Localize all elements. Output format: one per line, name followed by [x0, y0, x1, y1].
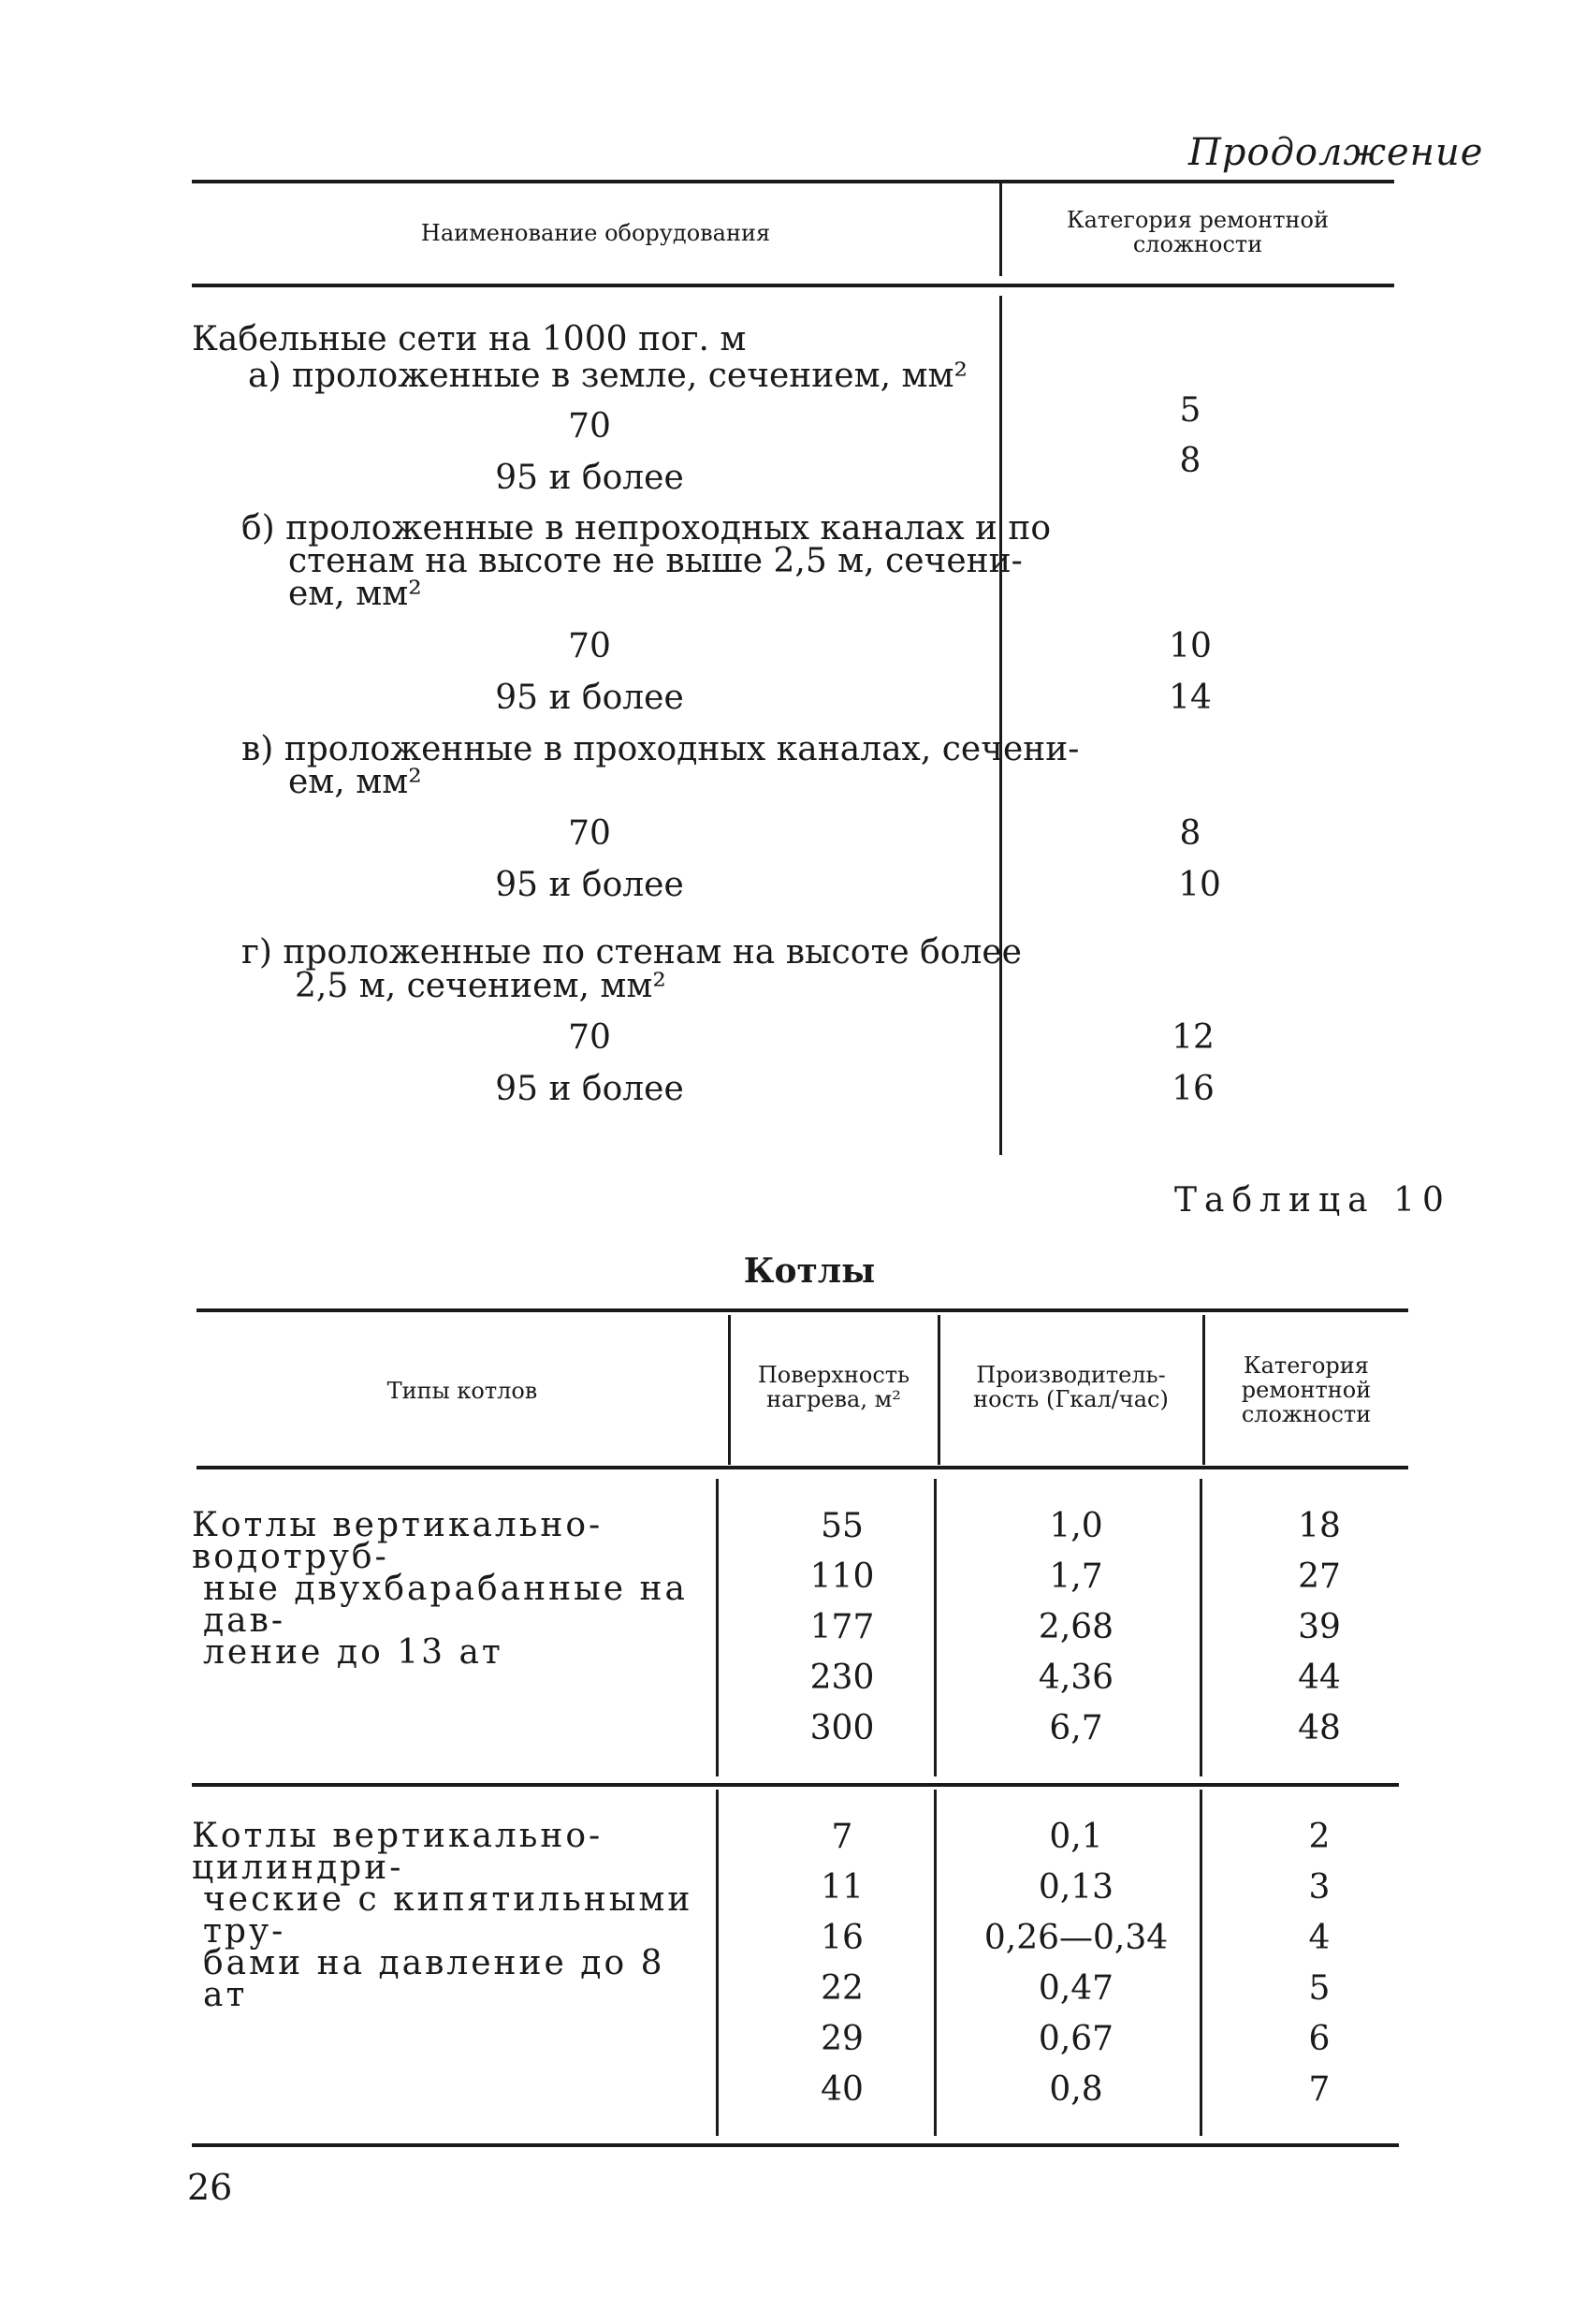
table10-capacity-cell: 2,68: [1038, 1608, 1114, 1646]
table10-surface-cell: 16: [821, 1919, 864, 1957]
table10-capacity-cell: 6,7: [1049, 1709, 1103, 1747]
table9-category-value: 14: [1169, 679, 1212, 717]
table10-category-cell: 7: [1308, 2070, 1331, 2109]
table10-capacity-cell: 0,13: [1038, 1868, 1114, 1907]
table10-body-divider: [1200, 1479, 1202, 1776]
table10-header-line: ремонтной: [1241, 1377, 1372, 1403]
table10-capacity-cell: 0,26—0,34: [983, 1919, 1169, 1957]
table10-surface-cell: 300: [809, 1709, 875, 1747]
table10-category-cell: 6: [1308, 2020, 1331, 2058]
table9-section-value: 70: [568, 407, 611, 446]
continuation-label: Продолжение: [1188, 131, 1484, 174]
table10-category-cell: 18: [1298, 1507, 1341, 1545]
table9-intro: Кабельные сети на 1000 пог. м: [192, 320, 747, 358]
table10-body-divider: [716, 1479, 719, 1776]
table10-category-cell: 27: [1298, 1557, 1341, 1596]
table10-desc-line: бами на давление до 8 ат: [203, 1944, 665, 2014]
table10-section-rule: [192, 1783, 1399, 1787]
table10-desc-line: ческие с кипятильными тру-: [203, 1880, 693, 1951]
table9-group-label: ем, мм²: [288, 575, 422, 613]
table9-category-value: 8: [1179, 442, 1201, 480]
table10-section-desc: [192, 1506, 711, 1672]
table10-capacity-cell: 0,47: [1038, 1969, 1114, 2008]
table10-header-surface: [730, 1363, 938, 1411]
table10-surface-cell: 230: [809, 1659, 875, 1697]
table10-surface-cell: 29: [821, 2020, 864, 2058]
table9-category-value: 5: [1179, 391, 1201, 430]
table10-header-line: Поверхность: [757, 1362, 910, 1388]
table9-category-value: 8: [1179, 814, 1201, 853]
table10-surface-cell: 40: [821, 2070, 864, 2109]
table10-surface-cell: 55: [821, 1507, 864, 1545]
table10-number: Таблица 10: [1174, 1181, 1451, 1220]
table10-header-category: [1204, 1353, 1408, 1426]
table10-desc-line: ление до 13 ат: [203, 1633, 503, 1672]
table10-category-cell: 44: [1298, 1659, 1341, 1697]
table10-header-line: Категория: [1244, 1352, 1369, 1379]
table10-surface-cell: 7: [831, 1818, 853, 1856]
page-number: 26: [187, 2167, 233, 2208]
table10-header-line: Производитель-: [976, 1362, 1166, 1388]
table10-header-capacity: [939, 1363, 1202, 1411]
table9-section-value: 95 и более: [495, 1070, 684, 1108]
table10-category-cell: 3: [1308, 1868, 1331, 1907]
table10-body-divider: [1200, 1790, 1202, 2136]
table10-capacity-cell: 1,7: [1049, 1557, 1103, 1596]
table10-surface-cell: 11: [821, 1868, 864, 1907]
table10-desc-line: Котлы вертикально-водотруб-: [192, 1506, 604, 1576]
table10-category-cell: 5: [1308, 1969, 1331, 2008]
table9-header-category-line: Категория ремонтной: [1067, 207, 1329, 233]
table10-capacity-cell: 1,0: [1049, 1507, 1103, 1545]
table9-header-category: [1001, 208, 1394, 256]
table9-group-label: г) проложенные по стенам на высоте более: [241, 933, 1022, 972]
table10-surface-cell: 110: [809, 1557, 875, 1596]
table9-header-name: Наименование оборудования: [420, 220, 771, 246]
table9-category-value: 10: [1169, 627, 1212, 665]
table9-section-value: 70: [568, 814, 611, 853]
table9-body-divider: [999, 296, 1002, 1155]
table9-category-value: 16: [1172, 1070, 1215, 1108]
table9-top-rule: [192, 180, 1394, 183]
table9-group-label: стенам на высоте не выше 2,5 м, сечени-: [288, 542, 1023, 580]
table10-header-line: ность (Гкал/час): [973, 1386, 1169, 1412]
table9-section-value: 70: [568, 627, 611, 665]
table10-category-cell: 48: [1298, 1709, 1341, 1747]
table10-category-cell: 2: [1308, 1818, 1331, 1856]
table10-header-line: нагрева, м²: [766, 1386, 901, 1412]
table10-header-line: сложности: [1241, 1401, 1372, 1427]
table10-capacity-cell: 0,8: [1049, 2070, 1103, 2109]
table9-category-value: 12: [1172, 1018, 1215, 1057]
table10-section-desc: [192, 1817, 711, 2014]
table9-section-value: 95 и более: [495, 866, 684, 904]
table9-section-value: 95 и более: [495, 459, 684, 497]
table10-header-type: Типы котлов: [386, 1378, 538, 1404]
table9-section-value: 95 и более: [495, 679, 684, 717]
table10-category-cell: 4: [1308, 1919, 1331, 1957]
table9-group-label: а) проложенные в земле, сечением, мм²: [248, 357, 968, 395]
table10-title: Котлы: [743, 1251, 876, 1291]
table9-header-category-line: сложности: [1132, 231, 1263, 257]
table10-category-cell: 39: [1298, 1608, 1341, 1646]
table10-capacity-cell: 0,67: [1038, 2020, 1114, 2058]
table10-surface-cell: 177: [809, 1608, 875, 1646]
table9-group-label: в) проложенные в проходных каналах, сечени-: [241, 730, 1080, 768]
table10-desc-line: ные двухбарабанные на дав-: [203, 1570, 688, 1640]
table10-surface-cell: 22: [821, 1969, 864, 2008]
table9-header-rule: [192, 284, 1394, 287]
table9-category-value: 10: [1178, 866, 1221, 904]
table10-body-divider: [716, 1790, 719, 2136]
table9-group-label: б) проложенные в непроходных каналах и по: [241, 509, 1052, 548]
table9-group-label: ем, мм²: [288, 763, 422, 801]
table10-desc-line: Котлы вертикально-цилиндри-: [192, 1817, 604, 1887]
table10-capacity-cell: 0,1: [1049, 1818, 1103, 1856]
table10-bottom-rule: [192, 2143, 1399, 2147]
table10-capacity-cell: 4,36: [1038, 1659, 1114, 1697]
table9-section-value: 70: [568, 1018, 611, 1057]
table10-header-rule: [196, 1466, 1408, 1469]
table9-group-label: 2,5 м, сечением, мм²: [295, 967, 666, 1005]
table10-top-rule: [196, 1308, 1408, 1312]
